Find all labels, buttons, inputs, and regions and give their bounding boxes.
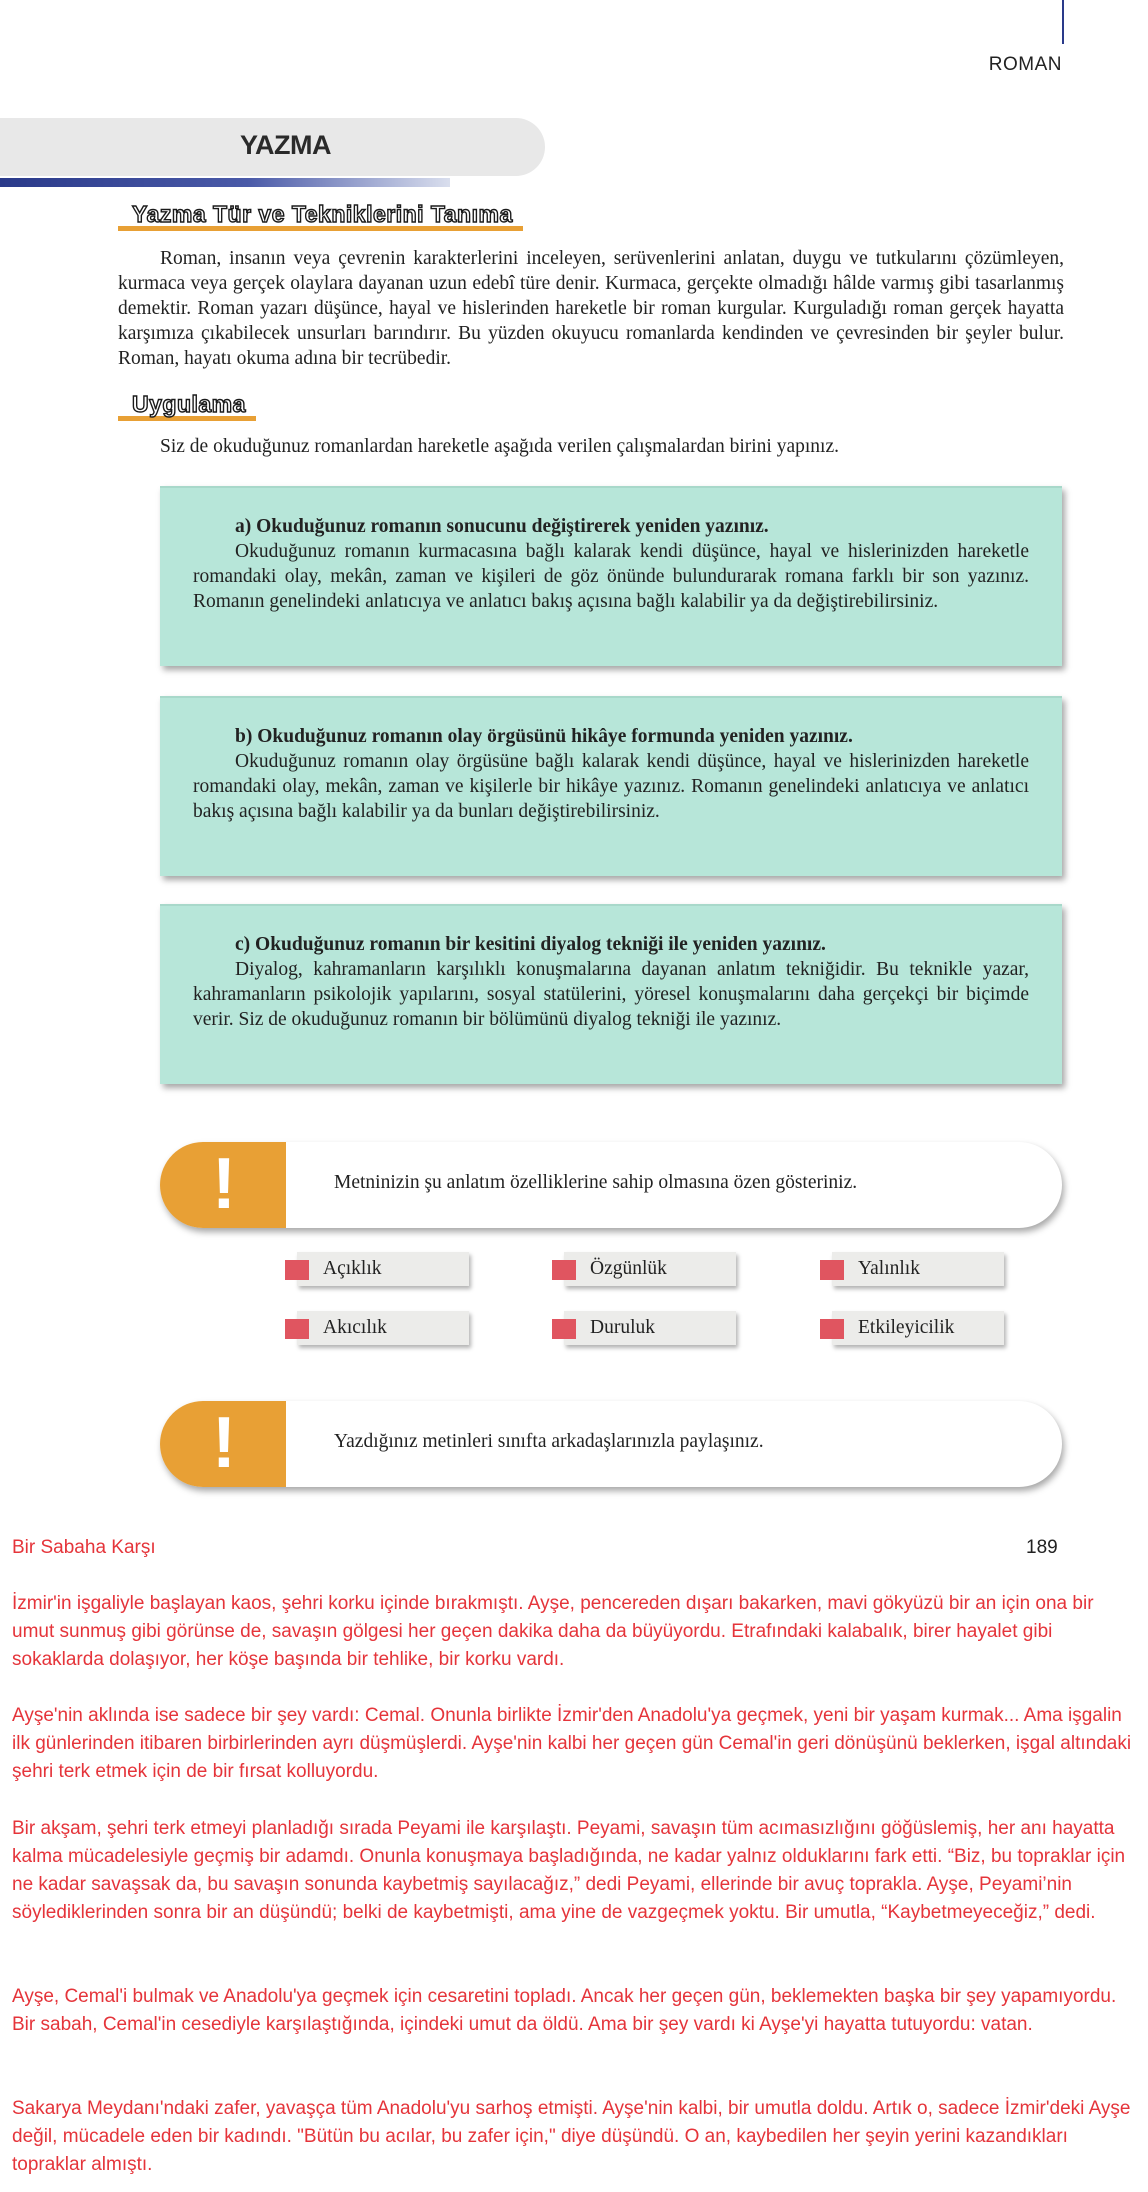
task-body-b: Okuduğunuz romanın olay örgüsüne bağlı kalarak kendi düşünce, hayal ve hislerinizden hareketle romandaki olay, mekân, zaman ve kişilerle bir hikâye yazınız. Romanın genelindeki anlatıcıya ve anlatıcı bakış açısına bağlı kalabilir ya da bunları değiştirebilirsiniz. bbox=[193, 751, 1029, 822]
exclamation-glyph: ! bbox=[212, 1144, 236, 1224]
quality-label: Yalınlık bbox=[858, 1258, 920, 1279]
story-paragraph: Ayşe'nin aklında ise sadece bir şey vardı: Cemal. Onunla birlikte İzmir'den Anadolu'ya geçmek, yeni bir yaşam kurmak... Ama işgalin ilk günlerinden itibaren birbirlerinden ayrı düşmüşlerdi. Ayşe'nin kalbi her geçen gün Cemal'in geri dönüşünü beklerken, işgal altındaki şehri terk etmek için de bir fırsat kolluyordu. bbox=[12, 1705, 1132, 1782]
notice-share-text: Yazdığınız metinleri sınıfta arkadaşlarınızla paylaşınız. bbox=[334, 1431, 764, 1452]
quality-chip bbox=[832, 1252, 1004, 1286]
notice-share-box bbox=[160, 1401, 1062, 1487]
technique-heading: Yazma Tür ve Tekniklerini Tanıma bbox=[118, 202, 523, 231]
square-bullet-icon bbox=[285, 1260, 309, 1280]
quality-label: Etkileyicilik bbox=[858, 1317, 955, 1338]
square-bullet-icon bbox=[552, 1319, 576, 1339]
page-title: YAZMA bbox=[240, 130, 332, 160]
square-bullet-icon bbox=[820, 1319, 844, 1339]
quality-chip bbox=[564, 1311, 736, 1345]
quality-label: Duruluk bbox=[590, 1317, 655, 1338]
title-underline bbox=[0, 178, 450, 187]
task-title-a: a) Okuduğunuz romanın sonucunu değiştirerek yeniden yazınız. bbox=[235, 516, 769, 537]
story-title: Bir Sabaha Karşı bbox=[12, 1537, 156, 1558]
square-bullet-icon bbox=[285, 1319, 309, 1339]
quality-chip bbox=[297, 1311, 469, 1345]
quality-label: Akıcılık bbox=[323, 1317, 387, 1338]
quality-chip bbox=[832, 1311, 1004, 1345]
instruction-text: Siz de okuduğunuz romanlardan hareketle aşağıda verilen çalışmalardan birini yapınız. bbox=[160, 436, 839, 457]
square-bullet-icon bbox=[820, 1260, 844, 1280]
quality-chip bbox=[564, 1252, 736, 1286]
header-rule bbox=[1062, 0, 1064, 44]
task-box-c bbox=[160, 904, 1062, 1084]
notice-style-text: Metninizin şu anlatım özelliklerine sahip olmasına özen gösteriniz. bbox=[334, 1172, 858, 1193]
section-label: ROMAN bbox=[988, 54, 1062, 75]
notice-style-box bbox=[160, 1142, 1062, 1228]
practice-heading: Uygulama bbox=[118, 392, 256, 421]
story-paragraph: Bir akşam, şehri terk etmeyi planladığı sırada Peyami ile karşılaştı. Peyami, savaşın tüm acımasızlığını göğüslemiş, her anı hayatta kalma mücadelesiyle geçmiş bir adamdı. Onunla konuşmaya başladığında, ne kadar yalnız olduklarını fark etti. “Biz, bu topraklar için ne kadar savaşsak da, bu savaşın sonunda kaybetmiş sayılacağız,” dedi Peyami, ellerinde bir avuç toprakla. Ayşe, Peyami’nin söylediklerinden sonra bir an düşündü; belki de kaybetmişti, ama yine de vazgeçmek yoktu. Bir umutla, “Kaybetmeyeceğiz,” dedi. bbox=[12, 1818, 1126, 1923]
task-body-c: Diyalog, kahramanların karşılıklı konuşmalarına dayanan anlatım tekniğidir. Bu teknikle yazar, kahramanların psikolojik yapılarını, sosyal statülerini, yöresel konuşmalarını daha gerçekçi bir biçimde verir. Siz de okuduğunuz romanın bir bölümünü diyalog tekniği ile yazınız. bbox=[193, 959, 1029, 1030]
quality-label: Özgünlük bbox=[590, 1258, 667, 1279]
square-bullet-icon bbox=[552, 1260, 576, 1280]
quality-chip bbox=[297, 1252, 469, 1286]
exclamation-glyph: ! bbox=[212, 1403, 236, 1483]
task-box-b bbox=[160, 696, 1062, 876]
page-number: 189 bbox=[1026, 1537, 1058, 1558]
task-body-a: Okuduğunuz romanın kurmacasına bağlı kalarak kendi düşünce, hayal ve hislerinizden hareketle romandaki olay, mekân, zaman ve kişileri de göz önünde bulundurarak romana farklı bir son yazınız. Romanın genelindeki anlatıcıya ve anlatıcı bakış açısına bağlı kalabilir ya da değiştirebilirsiniz. bbox=[193, 541, 1029, 612]
quality-label: Açıklık bbox=[323, 1258, 382, 1279]
task-title-b: b) Okuduğunuz romanın olay örgüsünü hikâye formunda yeniden yazınız. bbox=[235, 726, 853, 747]
story-paragraph: Ayşe, Cemal'i bulmak ve Anadolu'ya geçmek için cesaretini topladı. Ancak her geçen gün, beklemekten başka bir şey yapamıyordu. Bir sabah, Cemal'in cesediyle karşılaştığında, içindeki umut da öldü. Ama bir şey vardı ki Ayşe'yi hayatta tutuyordu: vatan. bbox=[12, 1986, 1117, 2035]
story-paragraph: Sakarya Meydanı'ndaki zafer, yavaşça tüm Anadolu'yu sarhoş etmişti. Ayşe'nin kalbi, bir umutla doldu. Artık o, sadece İzmir'deki Ayşe değil, mücadele eden bir kadındı. "Bütün bu acılar, bu zafer için," diye düşündü. O an, kaybedilen her şeyin yerini kazandıkları topraklar almıştı. bbox=[12, 2098, 1131, 2175]
story-paragraph: İzmir'in işgaliyle başlayan kaos, şehri korku içinde bırakmıştı. Ayşe, pencereden dışarı bakarken, mavi gökyüzü bir an için ona bir umut sunmuş gibi görünse de, savaşın gölgesi her geçen dakika daha da büyüyordu. Etrafındaki kalabalık, birer hayalet gibi sokaklarda dolaşıyor, her köşe başında bir tehlike, bir korku vardı. bbox=[12, 1593, 1094, 1670]
intro-paragraph: Roman, insanın veya çevrenin karakterlerini inceleyen, serüvenlerini anlatan, duygu ve tutkularını çözümleyen, kurmaca veya gerçek olaylara dayanan uzun edebî türe denir. Kurmaca, gerçekte olmadığı hâlde varmış gibi tasarlanmış demektir. Roman yazarı düşünce, hayal ve hislerinden hareketle bir roman kurgular. Kurguladığı roman gerçek hayatta karşımıza çıkabilecek unsurları barındırır. Bu yüzden okuyucu romanlarda kendinden ve çevresinden bir şeyler bulur. Roman, hayatı okuma adına bir tecrübedir. bbox=[118, 248, 1064, 369]
exclamation-icon bbox=[160, 1142, 286, 1228]
exclamation-icon bbox=[160, 1401, 286, 1487]
task-box-a bbox=[160, 486, 1062, 666]
task-title-c: c) Okuduğunuz romanın bir kesitini diyalog tekniği ile yeniden yazınız. bbox=[235, 934, 826, 955]
